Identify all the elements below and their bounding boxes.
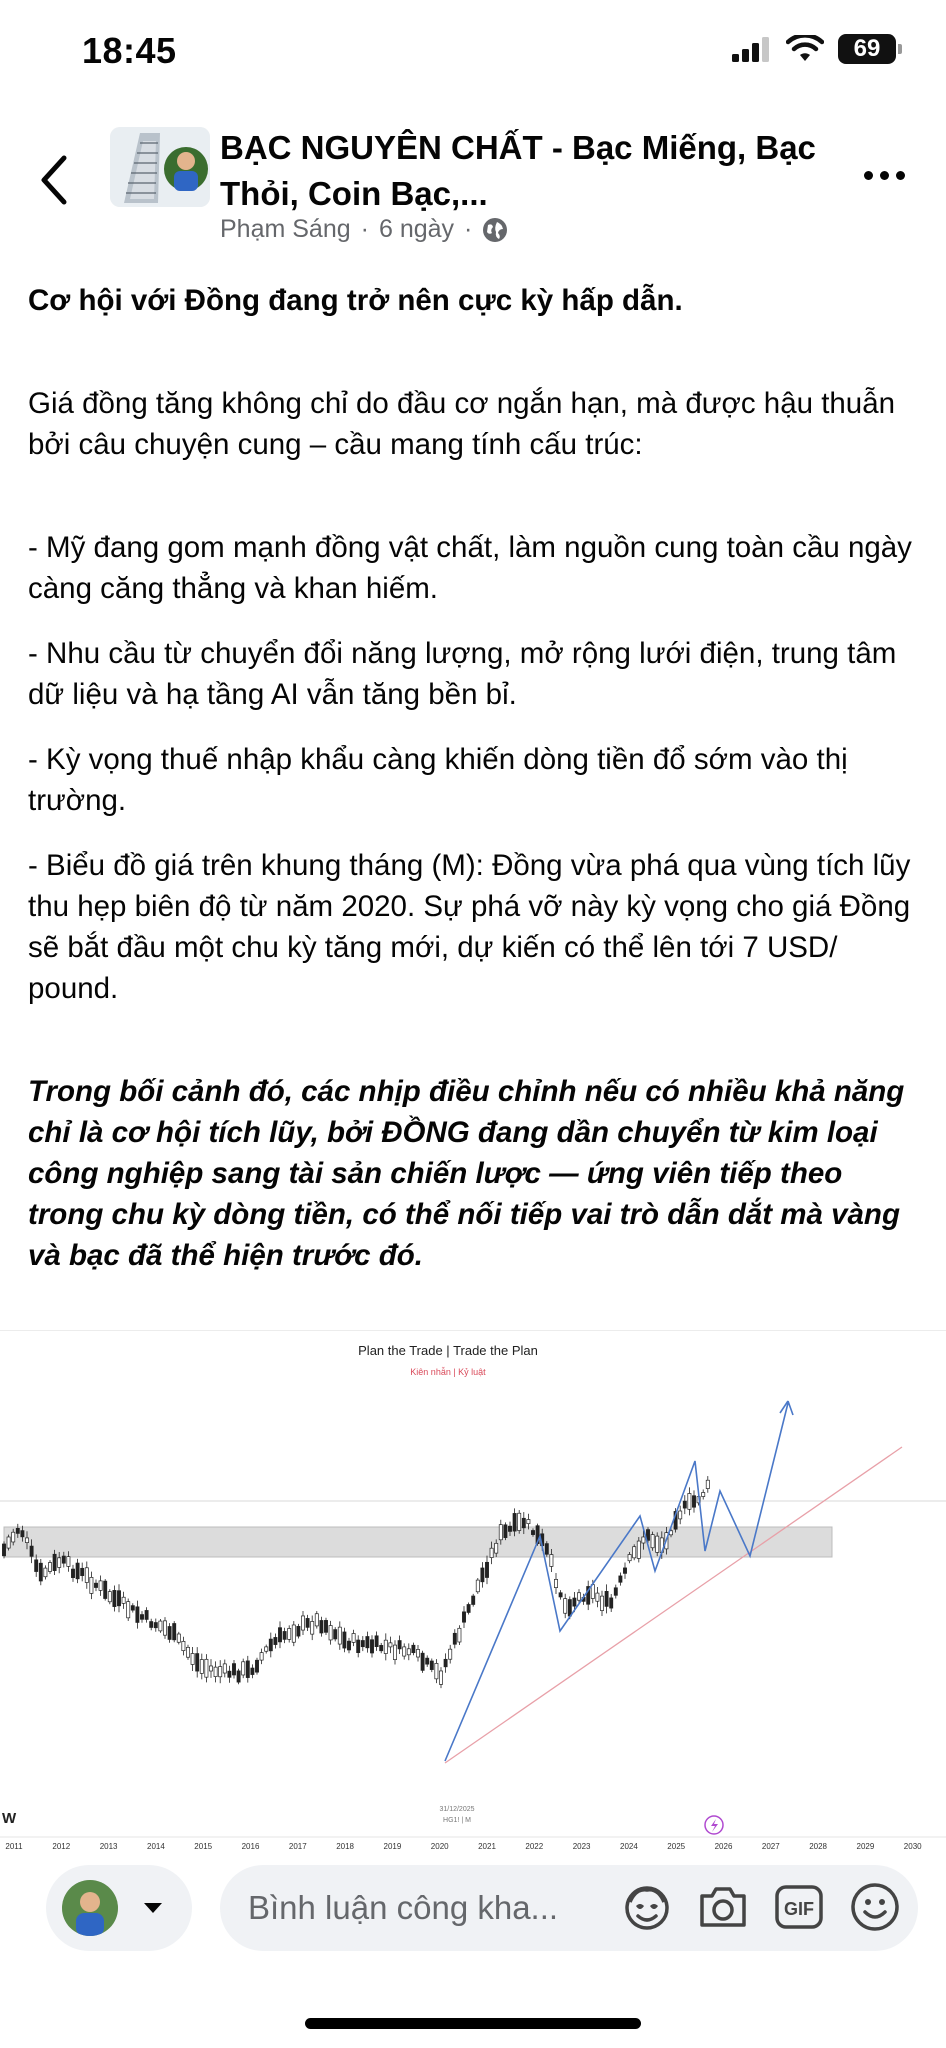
- battery-icon: [838, 34, 896, 64]
- candle-body: [200, 1660, 203, 1674]
- candle-body: [357, 1640, 360, 1653]
- candle-body: [683, 1501, 686, 1508]
- emoji-icon[interactable]: [848, 1880, 902, 1934]
- candle-body: [191, 1653, 194, 1664]
- candle-body: [623, 1568, 626, 1573]
- chart-projection-path: [445, 1403, 788, 1761]
- candle-body: [513, 1513, 516, 1531]
- candle-body: [117, 1591, 120, 1606]
- post-time[interactable]: 6 ngày: [378, 215, 455, 243]
- candle-body: [403, 1647, 406, 1656]
- candle-body: [232, 1664, 235, 1675]
- candle-body: [412, 1645, 415, 1652]
- candle-body: [467, 1604, 470, 1612]
- post-headline: Cơ hội với Đồng đang trở nên cực kỳ hấp dẫn.: [28, 284, 683, 317]
- caret-down-icon: [142, 1901, 164, 1915]
- candle-body: [407, 1649, 410, 1655]
- candle-body: [90, 1577, 93, 1593]
- chart-title: Plan the Trade | Trade the Plan: [358, 1343, 538, 1358]
- post-meta: [220, 215, 508, 244]
- candle-body: [186, 1647, 189, 1657]
- comment-placeholder: Bình luận công kha...: [248, 1889, 559, 1926]
- candle-body: [600, 1596, 603, 1610]
- gif-icon[interactable]: [772, 1880, 826, 1934]
- candle-body: [329, 1626, 332, 1640]
- candle-body: [16, 1528, 19, 1533]
- candle-body: [35, 1560, 38, 1572]
- candle-body: [485, 1562, 488, 1577]
- candle-body: [209, 1666, 212, 1671]
- post-bullet-3: - Kỳ vọng thuế nhập khẩu càng khiến dòng tiền đổ sớm vào thị trường.: [28, 743, 848, 817]
- candle-body: [196, 1654, 199, 1672]
- avatar-sticker-icon[interactable]: [620, 1880, 674, 1934]
- candle-body: [7, 1537, 10, 1548]
- candle-body: [301, 1616, 304, 1630]
- x-tick-label: 2013: [99, 1842, 118, 1850]
- candle-body: [283, 1631, 286, 1639]
- candle-body: [352, 1633, 355, 1642]
- candle-body: [430, 1661, 433, 1670]
- candle-body: [168, 1626, 171, 1639]
- candle-body: [223, 1664, 226, 1673]
- candle-body: [453, 1633, 456, 1644]
- candle-body: [136, 1607, 139, 1623]
- candle-body: [577, 1593, 580, 1600]
- candle-body: [122, 1597, 125, 1603]
- candle-body: [297, 1626, 300, 1636]
- candle-body: [292, 1625, 295, 1642]
- candle-body: [159, 1621, 162, 1631]
- candle-body: [656, 1536, 659, 1552]
- candle-body: [265, 1647, 268, 1651]
- candle-body: [380, 1645, 383, 1650]
- candle-body: [504, 1525, 507, 1538]
- candle-body: [596, 1593, 599, 1601]
- candle-body: [393, 1645, 396, 1660]
- candle-body: [559, 1593, 562, 1597]
- candle-body: [366, 1637, 369, 1648]
- candle-body: [81, 1568, 84, 1575]
- candle-body: [324, 1620, 327, 1632]
- candle-body: [154, 1623, 157, 1628]
- post-header: [0, 115, 946, 255]
- candle-body: [76, 1563, 79, 1579]
- candle-body: [527, 1519, 530, 1523]
- candle-body: [2, 1544, 5, 1556]
- candle-body: [62, 1556, 65, 1563]
- candle-body: [642, 1537, 645, 1543]
- candle-body: [495, 1543, 498, 1553]
- meta-separator: ·: [360, 215, 369, 243]
- candle-body: [278, 1628, 281, 1642]
- x-tick-label: 2011: [5, 1842, 23, 1850]
- profile-switcher[interactable]: [46, 1865, 192, 1951]
- x-tick-label: 2022: [525, 1842, 544, 1850]
- candle-body: [274, 1637, 277, 1644]
- candle-body: [85, 1568, 88, 1583]
- candle-body: [182, 1641, 185, 1650]
- candle-body: [311, 1621, 314, 1634]
- candle-body: [58, 1558, 61, 1568]
- candle-body: [384, 1640, 387, 1653]
- page-name[interactable]: BẠC NGUYÊN CHẤT - Bạc Miếng, Bạc Thỏi, Coin Bạc,...: [220, 129, 816, 212]
- globe-icon: [482, 217, 508, 243]
- chart-left-label: W: [2, 1810, 17, 1827]
- candle-body: [370, 1640, 373, 1653]
- chevron-left-icon[interactable]: [34, 150, 74, 210]
- candle-body: [568, 1600, 571, 1617]
- candle-body: [131, 1606, 134, 1611]
- candle-body: [449, 1649, 452, 1659]
- candle-body: [614, 1588, 617, 1596]
- camera-icon[interactable]: [696, 1880, 750, 1934]
- candle-body: [439, 1671, 442, 1684]
- candle-body: [12, 1532, 15, 1542]
- post-intro: Giá đồng tăng không chỉ do đầu cơ ngắn hạn, mà được hậu thuẫn bởi câu chuyện cung – cầu mang tính cấu trúc:: [28, 387, 896, 461]
- candle-body: [605, 1591, 608, 1606]
- candle-body: [692, 1496, 695, 1507]
- candle-body: [444, 1659, 447, 1667]
- candle-body: [104, 1581, 107, 1598]
- post-bullet-1: - Mỹ đang gom mạnh đồng vật chất, làm nguồn cung toàn cầu ngày càng căng thẳng và khan hiếm.: [28, 531, 912, 605]
- candle-body: [99, 1581, 102, 1591]
- page-avatar[interactable]: [110, 127, 210, 207]
- x-tick-label: 2019: [383, 1842, 402, 1850]
- x-tick-label: 2029: [856, 1842, 875, 1850]
- candle-body: [219, 1667, 222, 1677]
- candle-body: [108, 1592, 111, 1602]
- candle-body: [214, 1667, 217, 1676]
- candle-body: [94, 1583, 97, 1587]
- candle-body: [251, 1668, 254, 1674]
- chart-lightning-icon: [705, 1816, 723, 1834]
- candle-body: [435, 1663, 438, 1678]
- x-tick-label: 2030: [903, 1842, 922, 1850]
- candle-body: [554, 1579, 557, 1587]
- x-tick-label: 2015: [194, 1842, 213, 1850]
- x-tick-label: 2016: [241, 1842, 260, 1850]
- x-tick-label: 2018: [336, 1842, 354, 1850]
- candle-body: [127, 1602, 130, 1618]
- candle-body: [246, 1661, 249, 1678]
- more-horizontal-icon[interactable]: [864, 165, 914, 185]
- x-tick-label: 2026: [714, 1842, 733, 1850]
- candle-body: [499, 1525, 502, 1540]
- candle-body: [633, 1547, 636, 1558]
- candle-body: [140, 1615, 143, 1620]
- x-tick-label: 2025: [667, 1842, 686, 1850]
- candle-body: [619, 1576, 622, 1582]
- x-tick-label: 2027: [761, 1842, 780, 1850]
- candle-body: [375, 1636, 378, 1647]
- candle-body: [67, 1557, 70, 1567]
- post-bullet-4: - Biểu đồ giá trên khung tháng (M): Đồng vừa phá qua vùng tích lũy thu hẹp biên độ từ năm 2020. Sự phá vỡ này kỳ vọng cho giá Đồng sẽ bắt đầu một chu kỳ tăng mới, dự kiến có thể lên tới 7 USD/ pound.: [28, 849, 911, 1005]
- gif-label: GIF: [784, 1899, 814, 1919]
- candle-body: [651, 1535, 654, 1548]
- candle-body: [416, 1649, 419, 1657]
- x-tick-label: 2014: [147, 1842, 165, 1850]
- post-body: [28, 280, 918, 1276]
- candle-body: [269, 1639, 272, 1651]
- candle-body: [688, 1493, 691, 1509]
- candle-body: [518, 1513, 521, 1530]
- candle-body: [338, 1627, 341, 1644]
- candle-body: [490, 1548, 493, 1557]
- x-tick-label: 2021: [478, 1842, 496, 1850]
- candle-body: [30, 1546, 33, 1556]
- candle-body: [205, 1659, 208, 1677]
- candle-body: [398, 1641, 401, 1649]
- candle-body: [421, 1653, 424, 1670]
- author-name[interactable]: Phạm Sáng: [220, 215, 351, 243]
- candle-body: [472, 1596, 475, 1604]
- status-time: 18:45: [82, 30, 177, 71]
- candle-body: [462, 1612, 465, 1622]
- candle-body: [343, 1632, 346, 1648]
- candle-body: [288, 1628, 291, 1639]
- post-bullet-2: - Nhu cầu từ chuyển đổi năng lượng, mở rộng lưới điện, trung tâm dữ liệu và hạ tầng AI vẫn tăng bền bỉ.: [28, 637, 897, 711]
- wifi-icon: [786, 35, 824, 63]
- candle-body: [628, 1554, 631, 1560]
- chart-watermark-symbol: HG1! | M: [443, 1817, 471, 1824]
- candle-body: [255, 1660, 258, 1672]
- battery-level: 69: [853, 35, 881, 62]
- candle-body: [458, 1628, 461, 1642]
- candle-body: [550, 1555, 553, 1567]
- candle-body: [637, 1541, 640, 1558]
- chart-support-trendline: [445, 1447, 902, 1763]
- candle-body: [242, 1662, 245, 1675]
- candle-body: [53, 1554, 56, 1570]
- candle-body: [150, 1622, 153, 1628]
- candle-body: [237, 1671, 240, 1682]
- candle-body: [389, 1643, 392, 1647]
- candle-body: [44, 1568, 47, 1577]
- post-chart-image[interactable]: [0, 1330, 946, 1850]
- x-tick-label: 2023: [572, 1842, 591, 1850]
- candle-body: [476, 1580, 479, 1592]
- candle-body: [545, 1544, 548, 1555]
- candle-body: [21, 1531, 24, 1537]
- comment-bar: [0, 1856, 946, 1976]
- candle-body: [25, 1538, 28, 1543]
- candle-body: [173, 1624, 176, 1640]
- meta-separator-2: ·: [464, 215, 473, 243]
- candle-body: [163, 1621, 166, 1635]
- post-conclusion: Trong bối cảnh đó, các nhịp điều chỉnh nếu có nhiều khả năng chỉ là cơ hội tích lũy, bởi ĐỒNG đang dần chuyển từ kim loại công nghiệp sang tài sản chiến lược — ứng viên tiếp theo trong chu kỳ dòng tiền, có thể nối tiếp vai trò dẫn dắt mà vàng và bạc đã thể hiện trước đó.: [28, 1075, 905, 1272]
- chart-x-axis: [5, 1842, 922, 1850]
- candle-body: [481, 1568, 484, 1582]
- candle-body: [426, 1658, 429, 1664]
- candle-body: [706, 1480, 709, 1488]
- candle-body: [702, 1492, 705, 1496]
- candle-body: [573, 1598, 576, 1606]
- candle-body: [347, 1641, 350, 1650]
- x-tick-label: 2024: [620, 1842, 638, 1850]
- avatar: [62, 1880, 118, 1936]
- candle-body: [71, 1569, 74, 1578]
- candle-body: [679, 1511, 682, 1519]
- chart-watermark-date: 31/12/2025: [439, 1806, 475, 1813]
- candle-body: [522, 1518, 525, 1528]
- candle-body: [564, 1599, 567, 1614]
- candle-body: [48, 1563, 51, 1572]
- candle-body: [260, 1653, 263, 1661]
- x-tick-label: 2012: [52, 1842, 71, 1850]
- candle-body: [315, 1614, 318, 1626]
- x-tick-label: 2028: [809, 1842, 827, 1850]
- status-icons: [732, 34, 896, 64]
- chart-candles: [2, 1476, 709, 1688]
- candle-body: [334, 1630, 337, 1639]
- comment-actions: [620, 1880, 902, 1934]
- signal-icon: [732, 36, 772, 62]
- candle-body: [113, 1590, 116, 1606]
- candle-body: [320, 1620, 323, 1633]
- candle-body: [228, 1671, 231, 1677]
- status-bar: [0, 0, 946, 100]
- candle-body: [610, 1598, 613, 1608]
- candle-body: [508, 1526, 511, 1531]
- candle-body: [531, 1530, 534, 1534]
- candle-body: [39, 1563, 42, 1581]
- x-tick-label: 2020: [430, 1842, 449, 1850]
- page-logo-image: [110, 127, 210, 207]
- x-tick-label: 2017: [288, 1842, 307, 1850]
- home-indicator[interactable]: [305, 2018, 641, 2029]
- candle-body: [145, 1610, 148, 1619]
- candle-body: [177, 1634, 180, 1642]
- chart-subtitle: Kiên nhẫn | Kỷ luật: [410, 1367, 486, 1377]
- candle-body: [306, 1618, 309, 1627]
- candle-body: [361, 1640, 364, 1646]
- copper-chart: [0, 1331, 946, 1850]
